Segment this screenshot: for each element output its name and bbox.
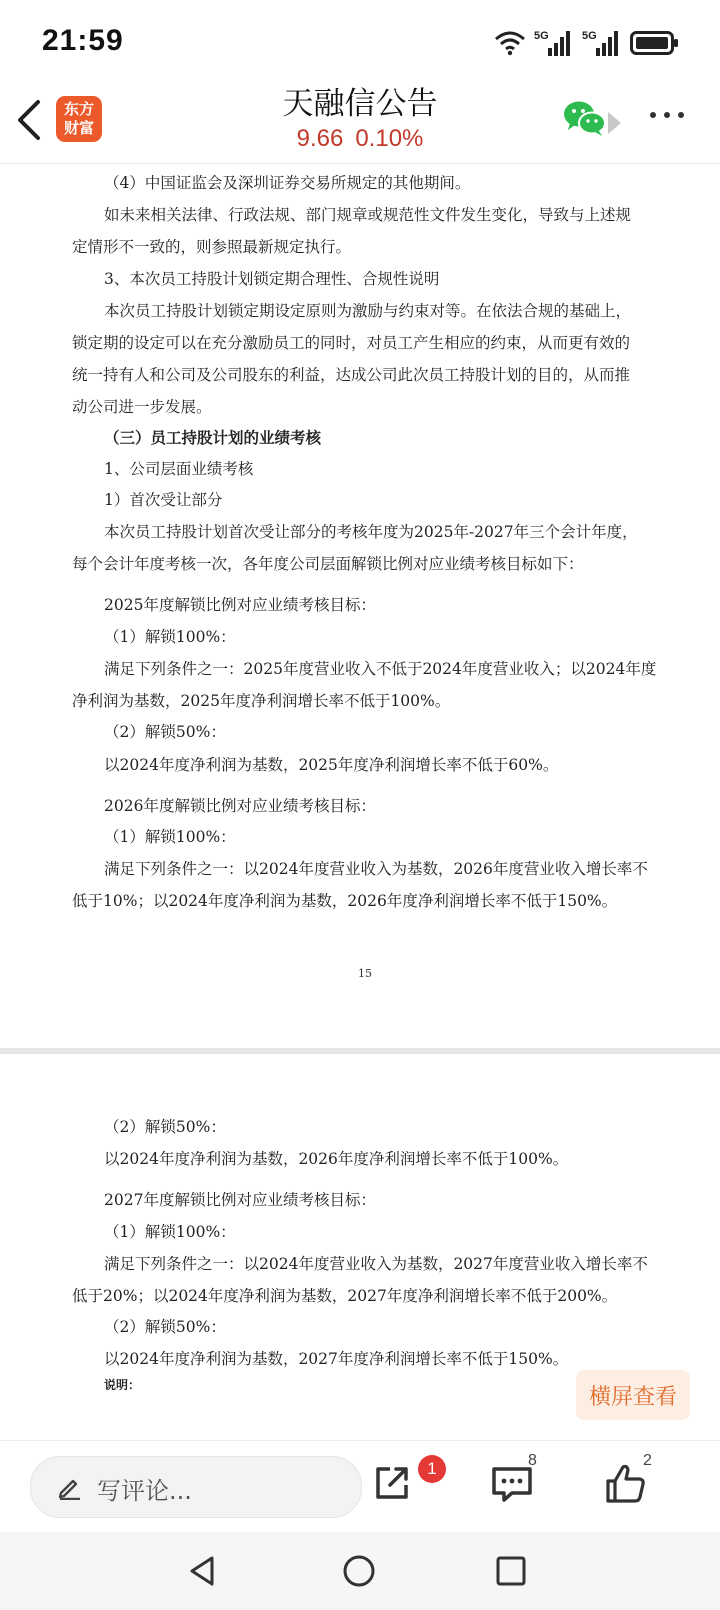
doc-line: （2）解锁50%： bbox=[104, 1118, 226, 1136]
doc-line: 本次员工持股计划锁定期设定原则为激励与约束对等。在依法合规的基础上， bbox=[104, 302, 632, 320]
status-bar bbox=[0, 0, 720, 80]
title-block[interactable] bbox=[200, 84, 520, 154]
like-count: 2 bbox=[643, 1452, 652, 1469]
doc-line: 低于20%；以2024年度净利润为基数，2027年度净利润增长率不低于200%。 bbox=[72, 1287, 618, 1305]
stock-quote bbox=[200, 124, 520, 154]
share-badge: 1 bbox=[418, 1455, 446, 1483]
nav-recents-icon[interactable] bbox=[494, 1554, 528, 1588]
doc-line: （1）解锁100%： bbox=[104, 628, 236, 646]
wifi-icon bbox=[494, 30, 526, 56]
doc-line: 2027年度解锁比例对应业绩考核目标： bbox=[104, 1191, 376, 1209]
signal-icon bbox=[534, 28, 574, 58]
battery-icon bbox=[630, 30, 680, 56]
doc-line: 锁定期的设定可以在充分激励员工的同时，对员工产生相应的约束，从而更有效的 bbox=[72, 334, 631, 352]
doc-line: 2026年度解锁比例对应业绩考核目标： bbox=[104, 797, 376, 815]
app-header bbox=[0, 80, 720, 164]
nav-back-icon[interactable] bbox=[186, 1554, 220, 1588]
status-icons bbox=[494, 26, 680, 60]
doc-line: 满足下列条件之一：以2024年度营业收入为基数，2026年度营业收入增长率不 bbox=[104, 860, 648, 878]
back-icon[interactable] bbox=[10, 96, 50, 144]
doc-line: （2）解锁50%： bbox=[104, 1318, 226, 1336]
doc-line: 统一持有人和公司及公司股东的利益，达成公司此次员工持股计划的目的，从而推 bbox=[72, 366, 631, 384]
app-logo[interactable] bbox=[56, 96, 102, 142]
doc-line: （4）中国证监会及深圳证券交易所规定的其他期间。 bbox=[104, 174, 471, 192]
doc-line: 满足下列条件之一：2025年度营业收入不低于2024年度营业收入；以2024年度 bbox=[104, 660, 657, 678]
wechat-icon[interactable] bbox=[562, 98, 608, 138]
doc-line: （2）解锁50%： bbox=[104, 723, 226, 741]
landscape-view-button[interactable]: 横屏查看 bbox=[576, 1370, 690, 1420]
doc-line: （1）解锁100%： bbox=[104, 828, 236, 846]
page-title: 天融信公告 bbox=[282, 86, 438, 122]
doc-line: 以2024年度净利润为基数，2026年度净利润增长率不低于100%。 bbox=[104, 1150, 569, 1168]
logo-text-1: 东方 bbox=[63, 100, 94, 118]
doc-line: 本次员工持股计划首次受让部分的考核年度为2025年-2027年三个会计年度， bbox=[104, 523, 638, 541]
doc-line: 满足下列条件之一：以2024年度营业收入为基数，2027年度营业收入增长率不 bbox=[104, 1255, 648, 1273]
system-nav-bar bbox=[0, 1532, 720, 1610]
stock-price: 9.66 bbox=[296, 125, 344, 152]
doc-line: 2025年度解锁比例对应业绩考核目标： bbox=[104, 596, 376, 614]
doc-note-label: 说明： bbox=[104, 1378, 141, 1392]
share-icon[interactable] bbox=[368, 1459, 416, 1507]
nav-home-icon[interactable] bbox=[342, 1554, 376, 1588]
pen-icon bbox=[57, 1474, 83, 1500]
comment-input[interactable] bbox=[30, 1456, 362, 1518]
page-divider bbox=[0, 1048, 720, 1054]
doc-line: 1）首次受让部分 bbox=[104, 491, 223, 509]
doc-line: 低于10%；以2024年度净利润为基数，2026年度净利润增长率不低于150%。 bbox=[72, 892, 618, 910]
page-number: 15 bbox=[358, 967, 372, 980]
logo-text-2: 财富 bbox=[63, 119, 94, 137]
action-bar bbox=[0, 1440, 720, 1533]
net-label-2: 5G bbox=[582, 30, 597, 42]
status-time: 21:59 bbox=[42, 24, 124, 57]
doc-line: 1、公司层面业绩考核 bbox=[104, 460, 254, 478]
comment-placeholder: 写评论... bbox=[97, 1477, 192, 1505]
doc-line: 如未来相关法律、行政法规、部门规章或规范性文件发生变化，导致与上述规 bbox=[104, 206, 632, 224]
doc-line: 以2024年度净利润为基数，2025年度净利润增长率不低于60%。 bbox=[104, 756, 559, 774]
doc-line: 定情形不一致的，则参照最新规定执行。 bbox=[72, 238, 352, 256]
more-icon[interactable] bbox=[650, 112, 690, 124]
doc-line: 以2024年度净利润为基数，2027年度净利润增长率不低于150%。 bbox=[104, 1350, 569, 1368]
doc-line: 动公司进一步发展。 bbox=[72, 398, 212, 416]
signal-icon-2 bbox=[582, 28, 622, 58]
caret-right-icon bbox=[608, 112, 621, 134]
stock-change: 0.10% bbox=[355, 125, 424, 152]
doc-line: （1）解锁100%： bbox=[104, 1223, 236, 1241]
section-heading: （三）员工持股计划的业绩考核 bbox=[104, 428, 322, 447]
doc-line: 3、本次员工持股计划锁定期合理性、合规性说明 bbox=[104, 270, 440, 288]
comment-count: 8 bbox=[528, 1452, 537, 1469]
doc-line: 净利润为基数，2025年度净利润增长率不低于100%。 bbox=[72, 692, 451, 710]
net-label-1: 5G bbox=[534, 30, 549, 42]
doc-line: 每个会计年度考核一次，各年度公司层面解锁比例对应业绩考核目标如下： bbox=[72, 555, 584, 573]
announcement-document bbox=[0, 164, 720, 1440]
